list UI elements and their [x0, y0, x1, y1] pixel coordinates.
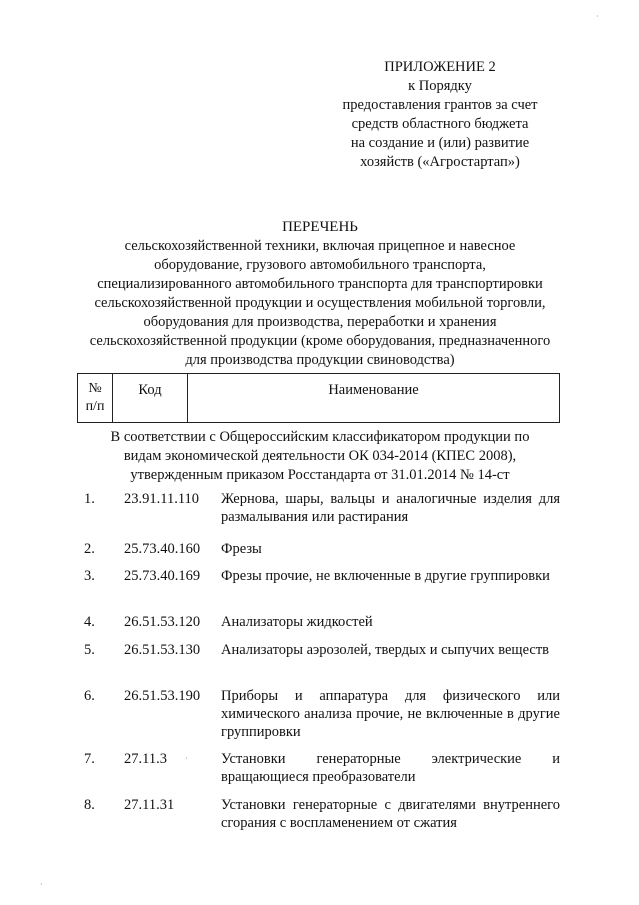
item-name: Фрезы прочие, не включенные в другие группировки: [221, 568, 550, 584]
item-code: 26.51.53.190: [124, 688, 201, 704]
item-number: 2.: [84, 541, 95, 557]
document-title-block: [30, 218, 610, 370]
appendix-line: хозяйств («Агростартап»): [360, 154, 520, 170]
item-code: 27.11.31: [124, 797, 175, 813]
item-name: Анализаторы аэрозолей, твердых и сыпучих веществ: [221, 642, 549, 658]
column-header-number: [78, 374, 113, 423]
scan-speck: ·: [185, 754, 188, 763]
item-code: 25.73.40.169: [124, 568, 201, 584]
column-header-code: Код: [113, 374, 188, 423]
item-code: 27.11.3: [124, 751, 167, 767]
item-number: 8.: [84, 797, 95, 813]
item-name: Приборы и аппаратура для физического или химического анализа прочие, не включенные в другие группировки: [221, 688, 560, 740]
appendix-line: к Порядку: [408, 78, 472, 94]
title-line: сельскохозяйственной техники, включая прицепное и навесное: [124, 238, 516, 254]
document-heading: ПЕРЕЧЕНЬ: [282, 219, 358, 235]
item-code: 25.73.40.160: [124, 541, 201, 557]
title-line: оборудования для производства, переработки и хранения: [143, 314, 497, 330]
item-number: 1.: [84, 491, 95, 507]
item-name: Установки генераторные электрические и вращающиеся преобразователи: [221, 751, 560, 785]
column-header-number-symbol: №: [88, 381, 102, 396]
classifier-section-heading: [60, 428, 580, 485]
scan-speck: ·: [40, 880, 43, 889]
appendix-line: на создание и (или) развитие: [350, 135, 530, 151]
title-line: сельскохозяйственной продукции и осуществления мобильной торговли,: [94, 295, 546, 311]
item-code: 23.91.11.110: [124, 491, 200, 507]
title-line: оборудование, грузового автомобильного транспорта,: [154, 257, 486, 273]
item-number: 6.: [84, 688, 95, 704]
classifier-line: видам экономической деятельности ОК 034-2014 (КПЕС 2008),: [123, 448, 517, 464]
title-line: специализированного автомобильного транспорта для транспортировки: [97, 276, 543, 292]
item-code: 26.51.53.120: [124, 614, 201, 630]
item-number: 7.: [84, 751, 95, 767]
item-name: Анализаторы жидкостей: [221, 614, 373, 630]
item-code: 26.51.53.130: [124, 642, 201, 658]
scan-speck: ·: [596, 12, 599, 21]
item-number: 4.: [84, 614, 95, 630]
classifier-line: утвержденным приказом Росстандарта от 31.01.2014 № 14-ст: [130, 467, 510, 483]
classifier-line: В соответствии с Общероссийским классификатором продукции по: [110, 429, 530, 445]
column-header-number-abbr: п/п: [85, 399, 105, 414]
appendix-line: средств областного бюджета: [351, 116, 529, 132]
item-name: Фрезы: [221, 541, 262, 557]
item-number: 3.: [84, 568, 95, 584]
appendix-header: [310, 58, 570, 172]
item-name: Установки генераторные с двигателями внутреннего сгорания с воспламенением от сжатия: [221, 797, 560, 831]
appendix-line: предоставления грантов за счет: [342, 97, 538, 113]
title-line: для производства продукции свиноводства): [185, 352, 455, 368]
title-line: сельскохозяйственной продукции (кроме оборудования, предназначенного: [89, 333, 551, 349]
appendix-title: ПРИЛОЖЕНИЕ 2: [384, 59, 496, 75]
list-table-header: [77, 373, 560, 423]
item-name: Жернова, шары, вальцы и аналогичные изделия для размалывания или растирания: [221, 491, 560, 525]
item-number: 5.: [84, 642, 95, 658]
column-header-name: Наименование: [188, 374, 560, 423]
